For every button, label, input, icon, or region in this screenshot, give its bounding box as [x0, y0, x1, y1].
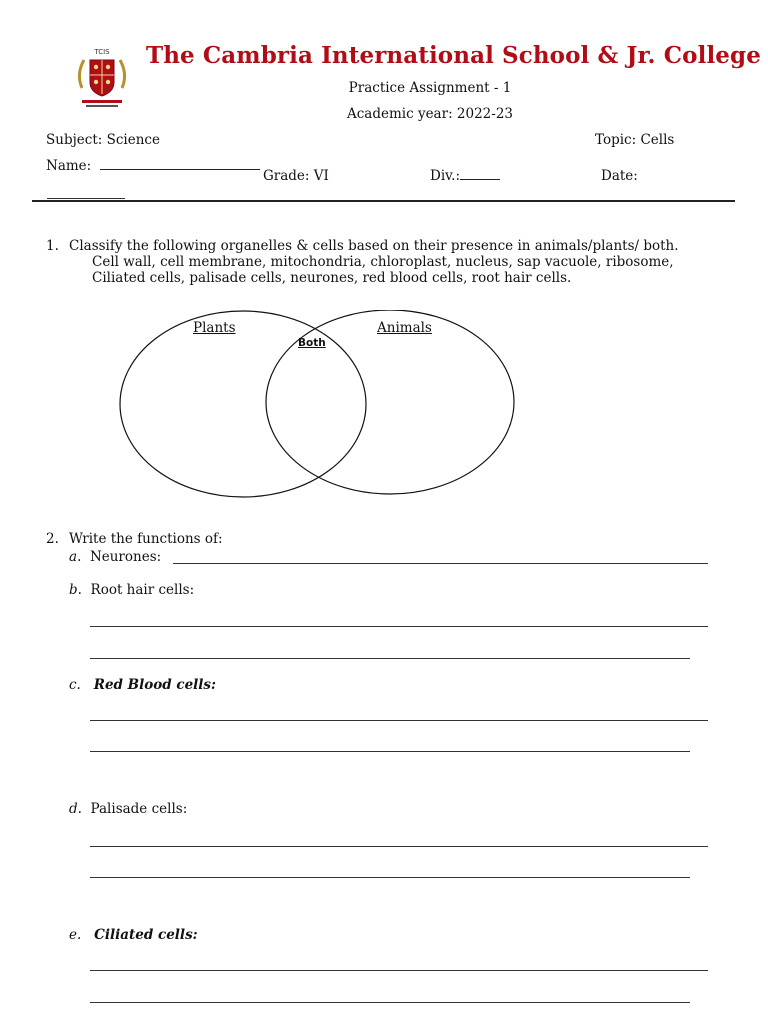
q2d-answer-line — [90, 846, 708, 847]
q2a-label: Neurones: — [89, 549, 162, 565]
q1-list-line2: Ciliated cells, palisade cells, neurones, red blood cells, root hair cells. — [92, 270, 572, 286]
name-label: Name: — [46, 158, 92, 174]
div-blank — [460, 179, 500, 180]
q2a-answer-line — [173, 563, 708, 564]
q2e-answer-line — [90, 1002, 690, 1003]
subject-label: Subject: Science — [46, 132, 160, 148]
name-field — [46, 158, 260, 174]
q2b-answer-line — [90, 626, 708, 627]
venn-label-both: Both — [298, 337, 326, 349]
q2-prompt: Write the functions of: — [69, 531, 223, 547]
q2a: a. Neurones: — [69, 549, 162, 565]
q2c-label: Red Blood cells: — [93, 677, 217, 693]
q2d-label: Palisade cells: — [90, 801, 188, 817]
q2-number: 2. — [46, 531, 59, 547]
q2d-letter: d — [69, 801, 78, 817]
q2a-letter: a — [69, 549, 78, 565]
name-blank — [100, 169, 260, 170]
grade-label: Grade: VI — [263, 168, 329, 184]
academic-year: Academic year: 2022-23 — [346, 106, 513, 122]
q2e — [69, 927, 198, 943]
school-name: The Cambria International School & Jr. College — [146, 42, 761, 69]
q1-list-line1: Cell wall, cell membrane, mitochondria, chloroplast, nucleus, sap vacuole, ribosome, — [92, 254, 674, 270]
logo-text: TCIS — [94, 48, 110, 56]
q1-prompt: Classify the following organelles & cells based on their presence in animals/plants/ both. — [69, 238, 679, 254]
venn-label-animals: Animals — [377, 320, 432, 336]
q2e-letter: e. — [69, 927, 82, 943]
div-field — [430, 168, 500, 184]
q2d-answer-line — [90, 877, 690, 878]
q2b-letter: b — [69, 582, 78, 598]
assignment-title: Practice Assignment - 1 — [348, 80, 512, 96]
topic-label: Topic: Cells — [595, 132, 675, 148]
q2b: b. Root hair cells: — [69, 582, 195, 598]
q2c-letter: c. — [69, 677, 81, 693]
date-blank — [47, 198, 125, 199]
q2c-answer-line — [90, 751, 690, 752]
div-label: Div.: — [430, 168, 461, 184]
q2e-label: Ciliated cells: — [94, 927, 198, 943]
q2d: d. Palisade cells: — [69, 801, 188, 817]
q2e-answer-line — [90, 970, 708, 971]
q1-number: 1. — [46, 238, 59, 254]
q2b-answer-line — [90, 658, 690, 659]
q2b-label: Root hair cells: — [90, 582, 195, 598]
date-label: Date: — [601, 168, 638, 184]
q2c-answer-line — [90, 720, 708, 721]
header-divider — [32, 200, 735, 202]
venn-label-plants: Plants — [193, 320, 236, 336]
venn-circle-plants — [120, 311, 366, 497]
q2c — [69, 677, 216, 693]
